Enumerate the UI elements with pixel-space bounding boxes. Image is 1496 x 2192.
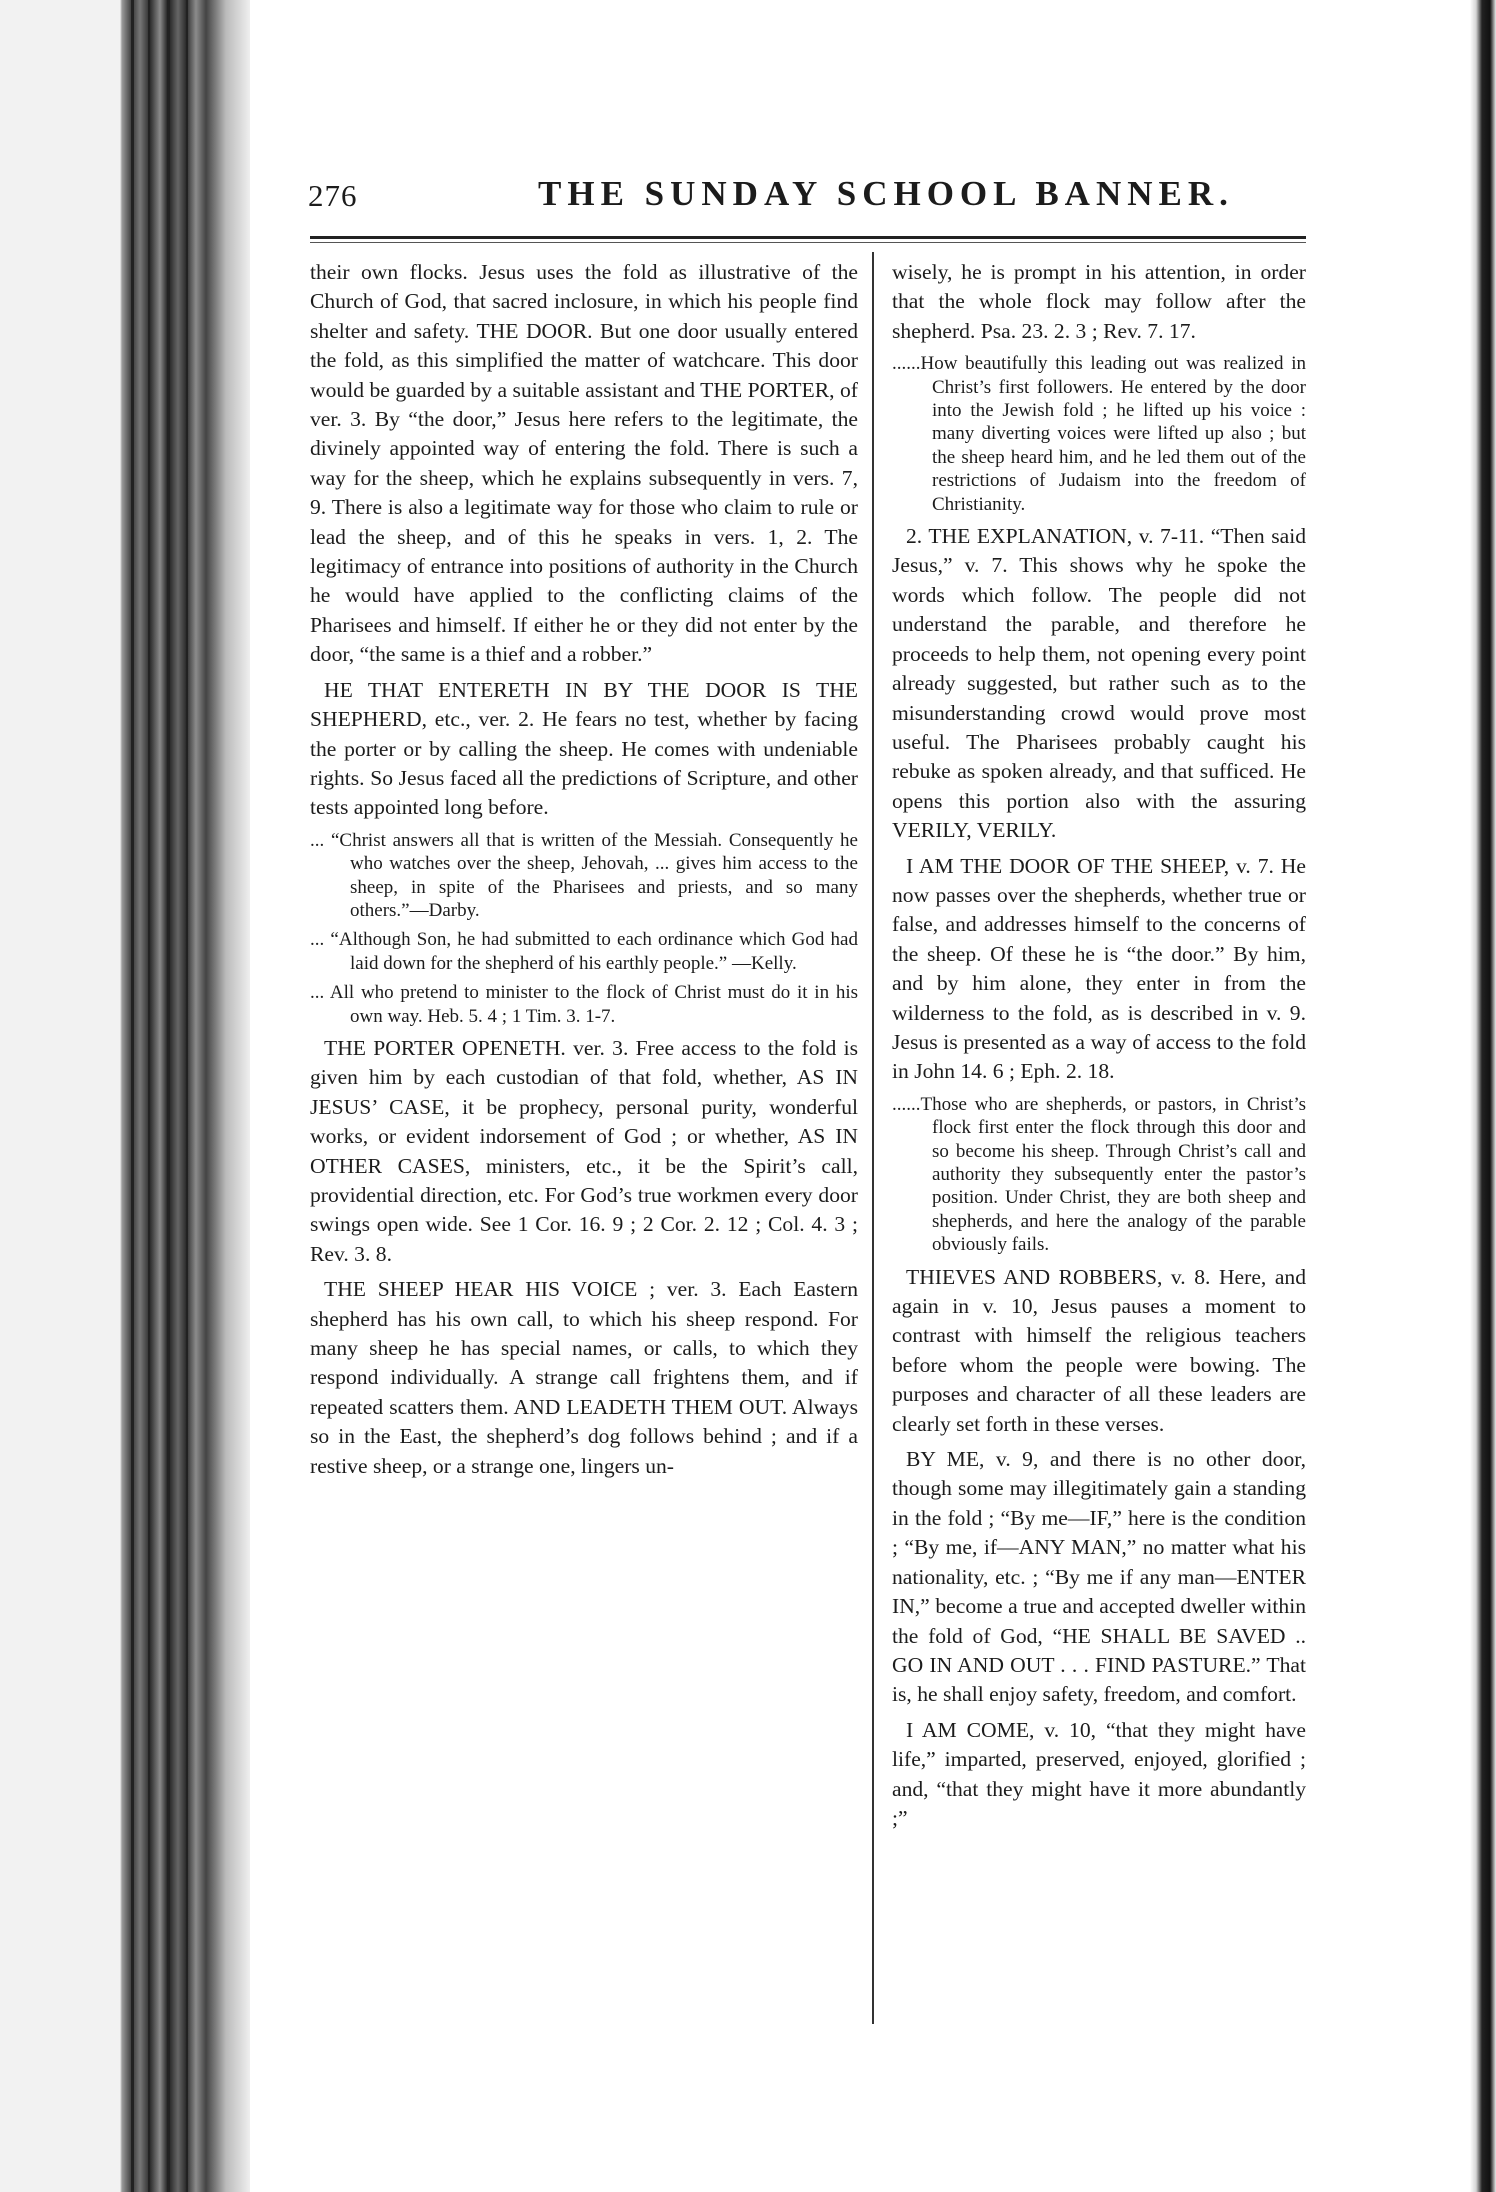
spine-edge-line <box>148 0 150 2192</box>
paragraph: THE SHEEP HEAR HIS VOICE ; ver. 3. Each Eastern shepherd has his own call, to which his sheep respond. For many sheep he has special names, or calls, to which they respond individually. A strange call frightens them, and if repeated scatters them. AND LEADETH THEM OUT. Always so in the East, the shepherd’s dog follows behind ; and if a restive sheep, or a strange one, lingers un- <box>310 1277 858 1478</box>
spine-edge-line <box>167 0 170 2192</box>
paragraph: HE THAT ENTERETH IN BY THE DOOR IS THE SHEPHERD, etc., ver. 2. He fears no test, whether by facing the porter or by calling the sheep. He comes with undeniable rights. So Jesus faced all the predictions of Scripture, and other tests appointed long before. <box>310 677 858 820</box>
quotation-note: ......Those who are shepherds, or pastors, in Christ’s flock first enter the flock through this door and so become his sheep. Through Christ’s call and authority they subsequently enter the pastor’s position. Under Christ, they are both sheep and shepherds, and here the analogy of the parable obviously fails. <box>892 1093 1306 1256</box>
paragraph: BY ME, v. 9, and there is no other door, though some may illegitimately gain a standing in the fold ; “By me—IF,” here is the condition ; “By me, if—ANY MAN,” no matter what his nationality, etc. ; “By me if any man—ENTER IN,” become a true and accepted dweller within the fold of God, “HE SHALL BE SAVED .. GO IN AND OUT . . . FIND PASTURE.” That is, he shall enjoy safety, freedom, and comfort. <box>892 1447 1306 1707</box>
left-column <box>310 258 858 1481</box>
paragraph: THE PORTER OPENETH. ver. 3. Free access to the fold is given him by each custodian of that fold, whether, AS IN JESUS’ CASE, it be prophecy, personal purity, wonderful works, or evident indorsement of God ; or whether, AS IN OTHER CASES, ministers, etc., it be the Spirit’s call, providential direction, etc. For God’s true workmen every door swings open wide. See 1 Cor. 16. 9 ; 2 Cor. 2. 12 ; Col. 4. 3 ; Rev. 3. 8. <box>310 1035 858 1266</box>
paragraph: I AM COME, v. 10, “that they might have life,” imparted, preserved, enjoyed, glorified ; and, “that they might have it more abundantly ;” <box>892 1717 1306 1830</box>
paragraph: I AM THE DOOR OF THE SHEEP, v. 7. He now passes over the shepherds, whether true or false, and addresses himself to the concerns of the sheep. Of these he is “the door.” By him, and by him alone, they enter in from the wilderness to the fold, as is described in v. 9. Jesus is presented as a way of access to the fold in John 14. 6 ; Eph. 2. 18. <box>892 853 1306 1084</box>
right-column <box>892 258 1306 1833</box>
page <box>252 0 1468 2192</box>
paragraph: their own flocks. Jesus uses the fold as illustrative of the Church of God, that sacred inclosure, in which his people find shelter and safety. THE DOOR. But one door usually entered the fold, as this simplified the matter of watchcare. This door would be guarded by a suitable assistant and THE PORTER, of ver. 3. By “the door,” Jesus here refers to the legitimate, the divinely appointed way of entering the fold. There is such a way for the sheep, which he explains subsequently in vers. 7, 9. There is also a legitimate way for those who claim to rule or lead the sheep, and of this he speaks in vers. 1, 2. The legitimacy of entrance into positions of authority in the Church he would have applied to the conflicting claims of the Pharisees and himself. If either he or they did not enter by the door, “the same is a thief and a robber.” <box>310 260 858 667</box>
spine-edge-line <box>186 0 188 2192</box>
column-divider <box>872 252 874 2024</box>
page-right-edge <box>1470 0 1496 2192</box>
book-spine <box>0 0 250 2192</box>
paragraph: wisely, he is prompt in his attention, in order that the whole flock may follow after the shepherd. Psa. 23. 2. 3 ; Rev. 7. 17. <box>892 260 1306 343</box>
spine-edge-line <box>131 0 134 2192</box>
header-rule <box>310 236 1306 239</box>
quotation-note: ... “Although Son, he had submitted to each ordinance which God had laid down for the shepherd of his earthly people.” —Kelly. <box>310 929 858 974</box>
quotation-note: ... “Christ answers all that is written of the Messiah. Consequently he who watches over the sheep, Jehovah, ... gives him access to the sheep, in spite of the Pharisees and priests, and so many others.”—Darby. <box>310 829 858 921</box>
header-rule <box>310 242 1306 243</box>
quotation-note: ... All who pretend to minister to the flock of Christ must do it in his own way. Heb. 5. 4 ; 1 Tim. 3. 1-7. <box>310 982 858 1027</box>
page-title: THE SUNDAY SCHOOL BANNER. <box>538 174 1234 213</box>
page-header <box>308 168 1308 224</box>
quotation-note: ......How beautifully this leading out was realized in Christ’s first followers. He entered by the door into the Jewish fold ; he lifted up his voice : many diverting voices were lifted up also ; but the sheep heard him, and he led them out of the restrictions of Judaism into the freedom of Christianity. <box>892 353 1306 515</box>
page-number: 276 <box>308 178 358 213</box>
paragraph: 2. THE EXPLANATION, v. 7-11. “Then said Jesus,” v. 7. This shows why he spoke the words which follow. The people did not understand the parable, and therefore he proceeds to help them, not opening every point already suggested, but rather such as to the misunderstanding crowd would prove most useful. The Pharisees probably caught his rebuke as spoken already, and that sufficed. He opens this portion also with the assuring VERILY, VERILY. <box>892 524 1306 843</box>
paragraph: THIEVES AND ROBBERS, v. 8. Here, and again in v. 10, Jesus pauses a moment to contrast with himself the religious teachers before whom the people were bowing. The purposes and character of all these leaders are clearly set forth in these verses. <box>892 1264 1306 1436</box>
